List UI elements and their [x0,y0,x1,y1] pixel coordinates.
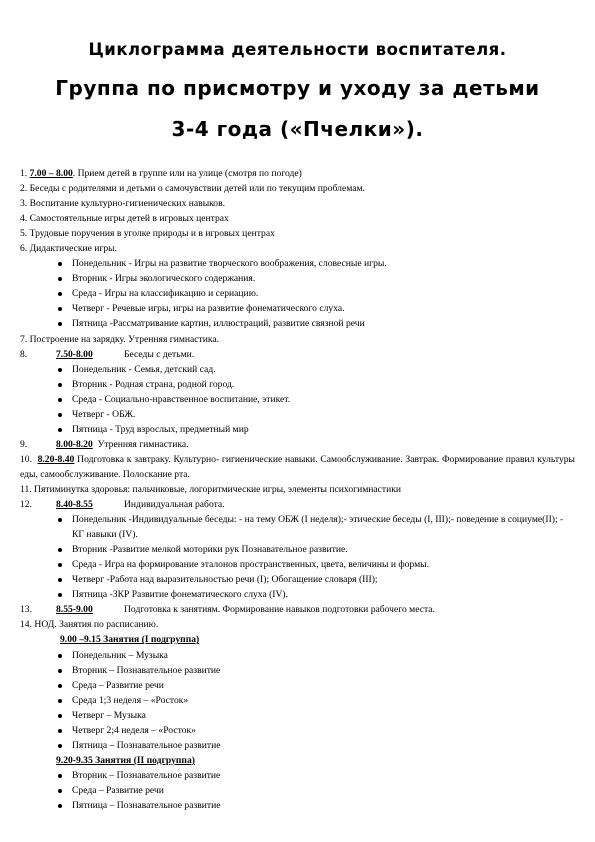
list-item: Пятница -Рассматривание картин, иллюстраций, развитие связной речи [20,316,575,331]
subgroup-2-heading: 9.20-9.35 Занятия (II подгруппа) [56,754,195,766]
item-13: 13. 8.55-9.00 Подготовка к занятиям. Формирование навыков подготовки рабочего места. [20,602,575,617]
list-item: Четверг 2;4 неделя – «Росток» [20,723,575,738]
list-item: Среда - Игры на классификацию и сериацию. [20,286,575,301]
item-3: 3. Воспитание культурно-гигиенических навыков. [20,198,226,210]
list-item: Четверг - ОБЖ. [20,407,575,422]
item-6: 6. Дидактические игры. [20,243,118,255]
list-item: Вторник - Родная страна, родной город. [20,377,575,392]
document-title: Циклограмма деятельности воспитателя. [88,40,507,59]
item-12: 12. 8.40-8.55 Индивидуальная работа. [20,497,575,512]
list-item: Понедельник - Семья, детский сад. [20,362,575,377]
list-item: Вторник – Познавательное развитие [20,663,575,678]
list-item: Вторник -Развитие мелкой моторики рук Познавательное развитие. [20,542,575,557]
age-title: 3-4 года («Пчелки»). [171,117,424,141]
list-item: Среда – Развитие речи [20,783,575,798]
item-9-time: 8.00-8.20 [56,438,93,450]
item-4: 4. Самостоятельные игры детей в игровых центрах [20,213,229,225]
item-9: 9. 8.00-8.20 Утренняя гимнастика. [20,438,189,450]
item-11: 11. Пятиминутка здоровья: пальчиковые, логоритмические игры, элементы психогимнастики [20,483,402,495]
list-item: Понедельник -Индивидуальные беседы: - на тему ОБЖ (I неделя);- этические беседы (I, III);- поведение в социуме(II); - КГ навыки (IV). [20,512,575,542]
group-title: Группа по присмотру и уходу за детьми [55,76,540,100]
list-item: Среда - Социально-нравственное воспитание, этикет. [20,392,575,407]
schedule-body [20,166,575,813]
item-12-time: 8.40-8.55 [56,499,93,511]
list-item: Пятница -ЗКР Развитие фонематического слуха (IV). [20,587,575,602]
item-2: 2. Беседы с родителями и детьми о самочувствии детей или по текущим проблемам. [20,183,365,195]
list-item: Пятница - Труд взрослых, предметный мир [20,422,575,437]
item-13-time: 8.55-9.00 [56,604,93,616]
list-item: Пятница – Познавательное развитие [20,798,575,813]
item-5: 5. Трудовые поручения в уголке природы и в игровых центрах [20,228,275,240]
list-item: Пятница – Познавательное развитие [20,738,575,753]
list-item: Понедельник – Музыка [20,648,575,663]
item-1-time: 7.00 – 8.00 [29,168,73,179]
item-10-time: 8.20-8.40 [37,453,75,465]
list-item: Четверг -Работа над выразительностью речи (I); Обогащение словаря (III); [20,572,575,587]
list-item: Среда – Развитие речи [20,678,575,693]
subgroup-1-heading: 9.00 –9.15 Занятия (I подгруппа) [60,634,200,646]
item-14: 14. НОД. Занятия по расписанию. [20,619,159,631]
list-item: Среда 1;3 неделя – «Росток» [20,693,575,708]
list-item: Вторник – Познавательное развитие [20,768,575,783]
item-7: 7. Построение на зарядку. Утренняя гимнастика. [20,333,220,345]
list-item: Четверг - Речевые игры, игры на развитие фонематического слуха. [20,301,575,316]
list-item: Среда - Игра на формирование эталонов пространственных, цвета, величины и формы. [20,557,575,572]
item-1: 1. 7.00 – 8.00. Прием детей в группе или на улице (смотря по погоде) [20,168,302,179]
list-item: Вторник - Игры экологического содержания. [20,271,575,286]
item-8: 8. 7.50-8.00 Беседы с детьми. [20,347,575,362]
list-item: Понедельник - Игры на развитие творческого воображения, словесные игры. [20,256,575,271]
item-10: 10. 8.20-8.40 Подготовка к завтраку. Культурно- гигиенические навыки. Самообслуживание. Завтрак. Формирование правил культуры еды, самообслуживание. Полоскание рта. [20,453,575,480]
list-item: Четверг – Музыка [20,708,575,723]
item-8-time: 7.50-8.00 [56,348,93,360]
